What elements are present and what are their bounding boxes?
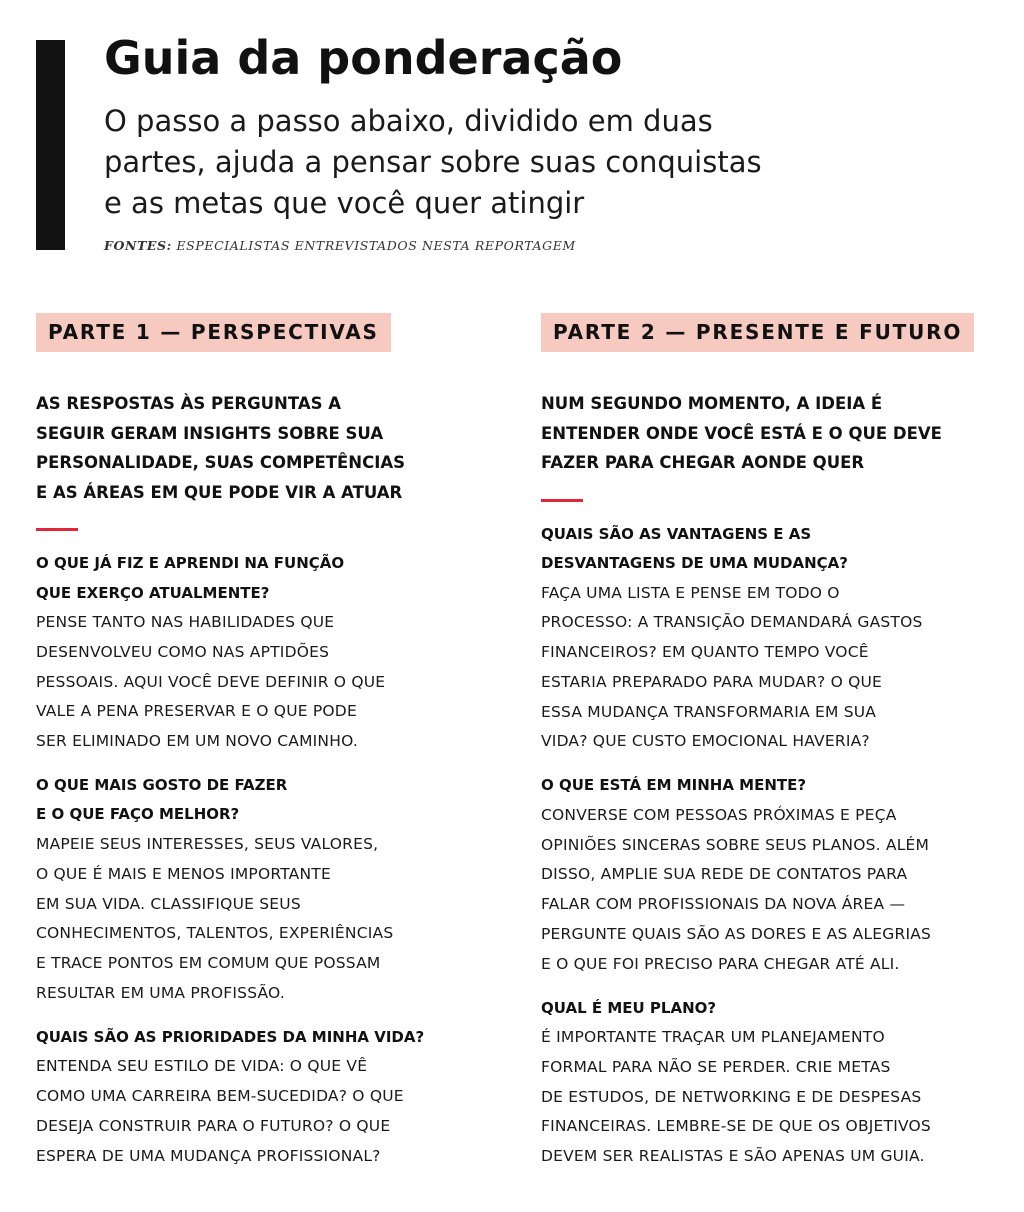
answer-line: ESSA MUDANÇA TRANSFORMARIA EM SUA — [541, 702, 877, 721]
answer-line: É IMPORTANTE TRAÇAR UM PLANEJAMENTO — [541, 1028, 885, 1047]
subtitle-line: partes, ajuda a pensar sobre suas conquistas — [104, 145, 762, 179]
answer-line: FORMAL PARA NÃO SE PERDER. CRIE METAS — [541, 1057, 891, 1076]
part2-section-2 — [541, 771, 981, 979]
sources-label: FONTES: — [104, 238, 172, 253]
section-question — [541, 520, 981, 579]
answer-line: PERGUNTE QUAIS SÃO AS DORES E AS ALEGRIAS — [541, 924, 932, 943]
sources-credit — [104, 237, 576, 255]
answer-line: DISSO, AMPLIE SUA REDE DE CONTATOS PARA — [541, 865, 908, 884]
part2-label: PARTE 2 — PRESENTE E FUTURO — [541, 313, 974, 352]
question-line: QUAIS SÃO AS VANTAGENS E AS — [541, 524, 812, 543]
section-question — [36, 1023, 476, 1053]
part1-section-1 — [36, 549, 476, 757]
section-answer — [36, 1052, 476, 1171]
question-line: QUAL É MEU PLANO? — [541, 998, 717, 1017]
part1-divider — [36, 528, 78, 531]
answer-line: CONVERSE COM PESSOAS PRÓXIMAS E PEÇA — [541, 805, 897, 824]
answer-line: PESSOAIS. AQUI VOCÊ DEVE DEFINIR O QUE — [36, 672, 386, 691]
question-line: DESVANTAGENS DE UMA MUDANÇA? — [541, 554, 848, 572]
subtitle-line: e as metas que você quer atingir — [104, 186, 585, 220]
answer-line: O QUE É MAIS E MENOS IMPORTANTE — [36, 864, 331, 883]
answer-line: PENSE TANTO NAS HABILIDADES QUE — [36, 613, 335, 631]
question-line: E O QUE FAÇO MELHOR? — [36, 805, 240, 824]
answer-line: COMO UMA CARREIRA BEM-SUCEDIDA? O QUE — [36, 1087, 404, 1106]
section-question — [36, 549, 476, 608]
answer-line: CONHECIMENTOS, TALENTOS, EXPERIÊNCIAS — [36, 924, 394, 943]
part1-section-3 — [36, 1023, 476, 1172]
answer-line: RESULTAR EM UMA PROFISSÃO. — [36, 983, 285, 1002]
intro-line: AS RESPOSTAS ÀS PERGUNTAS A — [36, 394, 341, 413]
question-line: O QUE JÁ FIZ E APRENDI NA FUNÇÃO — [36, 554, 345, 572]
answer-line: E TRACE PONTOS EM COMUM QUE POSSAM — [36, 954, 381, 973]
answer-line: FINANCEIRAS. LEMBRE-SE DE QUE OS OBJETIVOS — [541, 1117, 931, 1136]
intro-line: E AS ÁREAS EM QUE PODE VIR A ATUAR — [36, 482, 403, 502]
intro-line: SEGUIR GERAM INSIGHTS SOBRE SUA — [36, 423, 384, 443]
question-line: O QUE MAIS GOSTO DE FAZER — [36, 775, 288, 794]
section-question — [541, 994, 981, 1024]
answer-line: FAÇA UMA LISTA E PENSE EM TODO O — [541, 583, 840, 602]
answer-line: VIDA? QUE CUSTO EMOCIONAL HAVERIA? — [541, 732, 870, 751]
answer-line: DEVEM SER REALISTAS E SÃO APENAS UM GUIA. — [541, 1147, 925, 1166]
decorative-black-bar — [36, 40, 65, 250]
sources-text: ESPECIALISTAS ENTREVISTADOS NESTA REPORTAGEM — [176, 238, 576, 253]
answer-line: DESENVOLVEU COMO NAS APTIDÕES — [36, 642, 330, 661]
answer-line: FINANCEIROS? EM QUANTO TEMPO VOCÊ — [541, 643, 869, 662]
section-answer — [36, 608, 476, 757]
section-answer — [541, 579, 981, 758]
part2-intro — [541, 389, 981, 478]
section-question — [36, 771, 476, 830]
part1-label: PARTE 1 — PERSPECTIVAS — [36, 313, 391, 352]
part2-column — [541, 313, 981, 1186]
part1-intro — [36, 389, 476, 507]
section-answer — [36, 830, 476, 1009]
answer-line: OPINIÕES SINCERAS SOBRE SEUS PLANOS. ALÉM — [541, 835, 930, 854]
intro-line: FAZER PARA CHEGAR AONDE QUER — [541, 453, 865, 472]
subtitle-line: O passo a passo abaixo, dividido em duas — [104, 104, 713, 138]
question-line: QUAIS SÃO AS PRIORIDADES DA MINHA VIDA? — [36, 1027, 425, 1046]
part2-divider — [541, 499, 583, 502]
section-answer — [541, 801, 981, 980]
answer-line: FALAR COM PROFISSIONAIS DA NOVA ÁREA — — [541, 895, 906, 914]
intro-line: NUM SEGUNDO MOMENTO, A IDEIA É — [541, 394, 883, 413]
page-subtitle — [104, 101, 904, 224]
part1-column — [36, 313, 476, 1185]
answer-line: SER ELIMINADO EM UM NOVO CAMINHO. — [36, 732, 358, 751]
part2-section-1 — [541, 520, 981, 758]
answer-line: ENTENDA SEU ESTILO DE VIDA: O QUE VÊ — [36, 1057, 368, 1076]
answer-line: PROCESSO: A TRANSIÇÃO DEMANDARÁ GASTOS — [541, 613, 923, 632]
answer-line: DE ESTUDOS, DE NETWORKING E DE DESPESAS — [541, 1087, 922, 1106]
question-line: QUE EXERÇO ATUALMENTE? — [36, 583, 270, 602]
answer-line: ESTARIA PREPARADO PARA MUDAR? O QUE — [541, 672, 883, 691]
answer-line: E O QUE FOI PRECISO PARA CHEGAR ATÉ ALI. — [541, 954, 900, 973]
intro-line: ENTENDER ONDE VOCÊ ESTÁ E O QUE DEVE — [541, 423, 942, 443]
section-answer — [541, 1023, 981, 1172]
answer-line: MAPEIE SEUS INTERESSES, SEUS VALORES, — [36, 834, 379, 853]
section-question — [541, 771, 981, 801]
part1-section-2 — [36, 771, 476, 1009]
part2-section-3 — [541, 994, 981, 1172]
answer-line: ESPERA DE UMA MUDANÇA PROFISSIONAL? — [36, 1146, 381, 1165]
intro-line: PERSONALIDADE, SUAS COMPETÊNCIAS — [36, 453, 405, 472]
question-line: O QUE ESTÁ EM MINHA MENTE? — [541, 776, 807, 795]
page-title: Guia da ponderação — [104, 31, 623, 85]
answer-line: VALE A PENA PRESERVAR E O QUE PODE — [36, 702, 357, 721]
answer-line: EM SUA VIDA. CLASSIFIQUE SEUS — [36, 894, 301, 913]
answer-line: DESEJA CONSTRUIR PARA O FUTURO? O QUE — [36, 1116, 391, 1135]
